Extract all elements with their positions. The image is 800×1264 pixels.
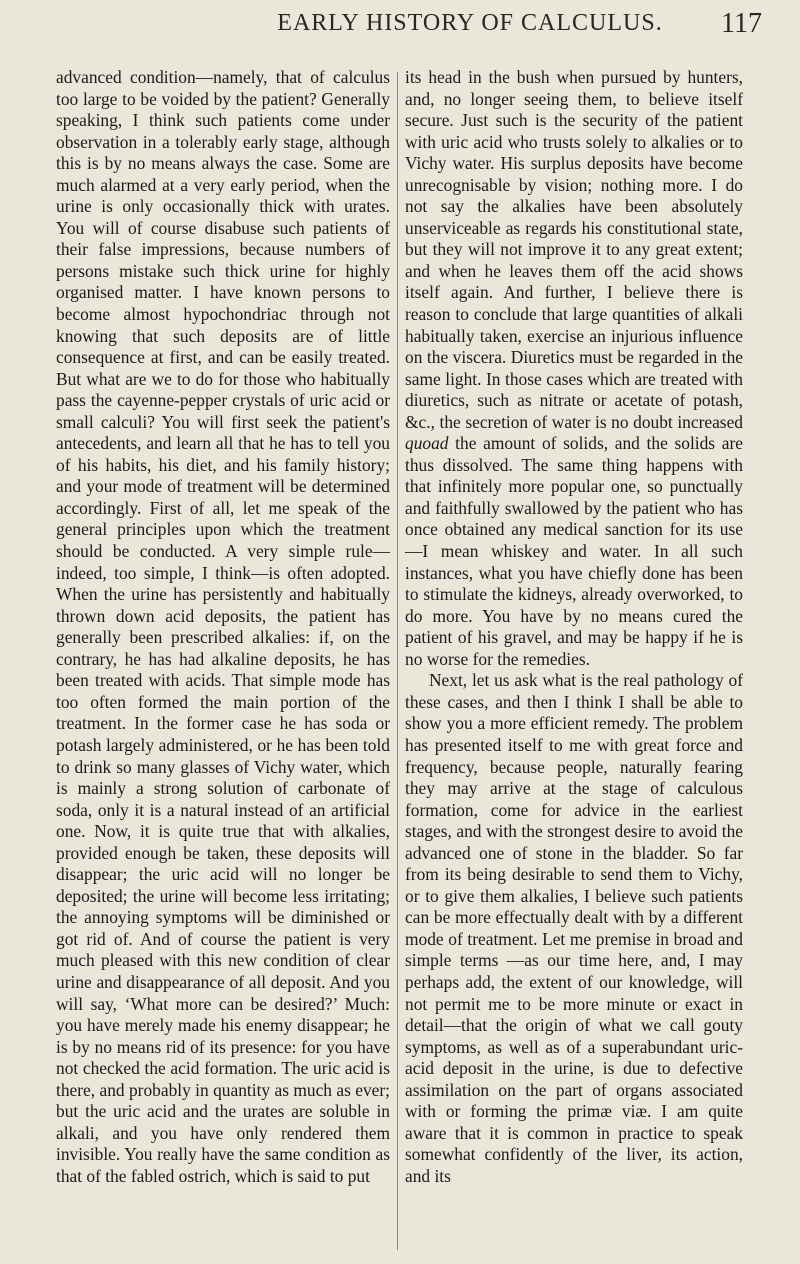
right-paragraph-2: Next, let us ask what is the real pathology of these cases, and then I think I shall be able to show you a more efficient remedy. The problem has presented itself to me with great force and frequency, because people, naturally fearing they may arrive at the stage of calculous formation, come for advice in the earliest stages, and with the strongest desire to avoid the advanced one of stone in the bladder. So far from its being desirable to send them to Vichy, or to give them alkalies, I believe such patients can be more effectually dealt with by a different mode of treatment. Let me premise in broad and simple terms —as our time here, and, I may perhaps add, the extent of our knowledge, will not permit me to be more minute or exact in detail—that the origin of what we call gouty symptoms, as well as of a superabundant uric-acid deposit in the urine, is due to defective assimilation on the part of organs associated with or forming the primæ viæ. I am quite aware that it is common in practice to speak somewhat confidently of the liver, its action, and its — [405, 670, 743, 1186]
latin-term-quoad: quoad — [405, 433, 449, 454]
page-number: 117 — [721, 8, 762, 39]
right-paragraph-1-start: its head in the bush when pursued by hunters, and, no longer seeing them, to believe itself secure. Just such is the security of the patient with uric acid who trusts solely to alkalies or to Vichy water. His surplus deposits have become unrecognisable by vision; nothing more. I do not say the alkalies have been absolutely unserviceable as regards his constitutional state, but they will not improve it to any great extent; and when he leaves them off the acid shows itself again. And further, I believe there is reason to conclude that large quantities of alkali habitually taken, exercise an injurious influence on the viscera. Diuretics must be regarded in the same light. In those cases which are treated with diuretics, such as nitrate or acetate of potash, &c., the secretion of water is no doubt increased — [405, 67, 743, 432]
column-divider — [397, 72, 398, 1250]
running-title: EARLY HISTORY OF CALCULUS. — [277, 10, 663, 36]
right-paragraph-1-end: the amount of solids, and the solids are thus dissolved. The same thing happens with that infinitely more popular one, so punctually and faithfully swallowed by the patient who has once obtained any medical sanction for its use—I mean whiskey and water. In all such instances, what you have chiefly done has been to stimulate the kidneys, already overworked, to do more. You have by no means cured the patient of his gravel, and may be happy if he is no worse for the remedies. — [405, 433, 743, 669]
left-paragraph-1: advanced condition—namely, that of calculus too large to be voided by the patient? Generally speaking, I think such patients come under observation in a tolerably early stage, although this is by no means always the case. Some are much alarmed at a very early period, when the urine is only occasionally thick with urates. You will of course disabuse such patients of their false impressions, because numbers of persons mistake such thick urine for highly organised matter. I have known persons to become almost hypochondriac through not knowing that such deposits are of little consequence at first, and can be easily treated. But what are we to do for those who habitually pass the cayenne-pepper crystals of uric acid or small calculi? You will first seek the patient's antecedents, and learn all that he has to tell you of his habits, his diet, and his family history; and your mode of treatment will be determined accordingly. First of all, let me speak of the general principles upon which the treatment should be conducted. A very simple rule—indeed, too simple, I think—is often adopted. When the urine has persistently and habitually thrown down acid deposits, the patient has generally been prescribed alkalies: if, on the contrary, he has had alkaline deposits, he has been treated with acids. That simple mode has too often formed the main portion of the treatment. In the former case he has soda or potash largely administered, or he has been told to drink so many glasses of Vichy water, which is mainly a strong solution of carbonate of soda, only it is a natural instead of an artificial one. Now, it is quite true that with alkalies, provided enough be taken, these deposits will disappear; the uric acid will no longer be deposited; the urine will become less irritating; the annoying symptoms will be diminished or got rid of. And of course the patient is very much pleased with this new condition of clear urine and disappearance of all deposit. And you will say, ‘What more can be desired?’ Much: you have merely made his enemy disappear; he is by no means rid of its presence: for you have not checked the acid formation. The uric acid is there, and probably in quantity as much as ever; but the uric acid and the urates are soluble in alkali, and you have only rendered them invisible. You really have the same condition as that of the fabled ostrich, which is said to put — [56, 67, 390, 1186]
right-text-column — [405, 67, 743, 1187]
right-paragraph-1 — [405, 67, 743, 670]
left-text-column — [56, 67, 390, 1187]
